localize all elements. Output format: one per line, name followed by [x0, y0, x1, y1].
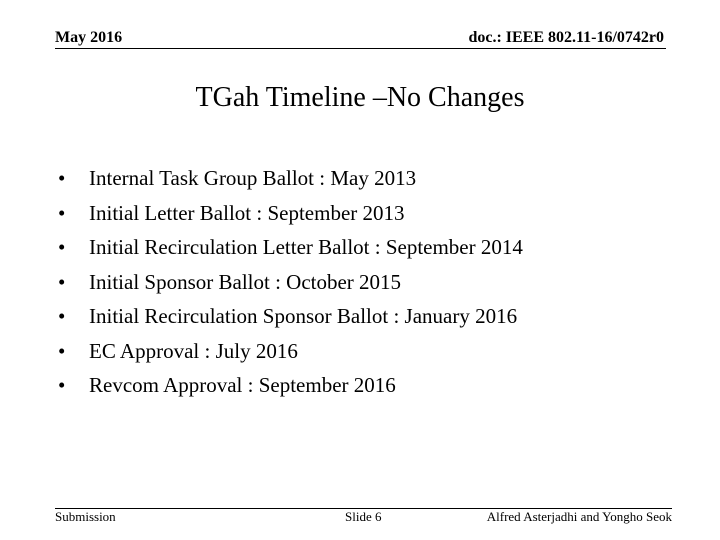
- footer-slide-number: Slide 6: [345, 509, 382, 524]
- bullet-icon: •: [58, 269, 66, 294]
- header-divider: [55, 48, 666, 49]
- footer-submission: Submission: [55, 509, 116, 524]
- header-date: May 2016: [55, 29, 123, 46]
- footer-authors: Alfred Asterjadhi and Yongho Seok: [486, 509, 672, 524]
- bullet-icon: •: [58, 235, 66, 259]
- bullet-text: Revcom Approval : September 2016: [89, 373, 396, 397]
- bullet-text: Initial Sponsor Ballot : October 2015: [89, 269, 402, 294]
- header-doc-id: doc.: IEEE 802.11-16/0742r0: [468, 29, 664, 46]
- bullet-icon: •: [58, 373, 66, 397]
- bullet-icon: •: [58, 304, 66, 328]
- bullet-text: Initial Recirculation Sponsor Ballot : January 2016: [89, 304, 518, 328]
- bullet-icon: •: [58, 166, 66, 190]
- bullet-text: Initial Recirculation Letter Ballot : September 2014: [89, 235, 523, 259]
- bullet-text: Internal Task Group Ballot : May 2013: [89, 166, 417, 190]
- bullet-text: EC Approval : July 2016: [89, 338, 298, 363]
- bullet-icon: •: [58, 338, 66, 363]
- bullet-icon: •: [58, 200, 66, 225]
- bullet-text: Initial Letter Ballot : September 2013: [89, 200, 405, 225]
- slide-title: TGah Timeline –No Changes: [195, 82, 525, 113]
